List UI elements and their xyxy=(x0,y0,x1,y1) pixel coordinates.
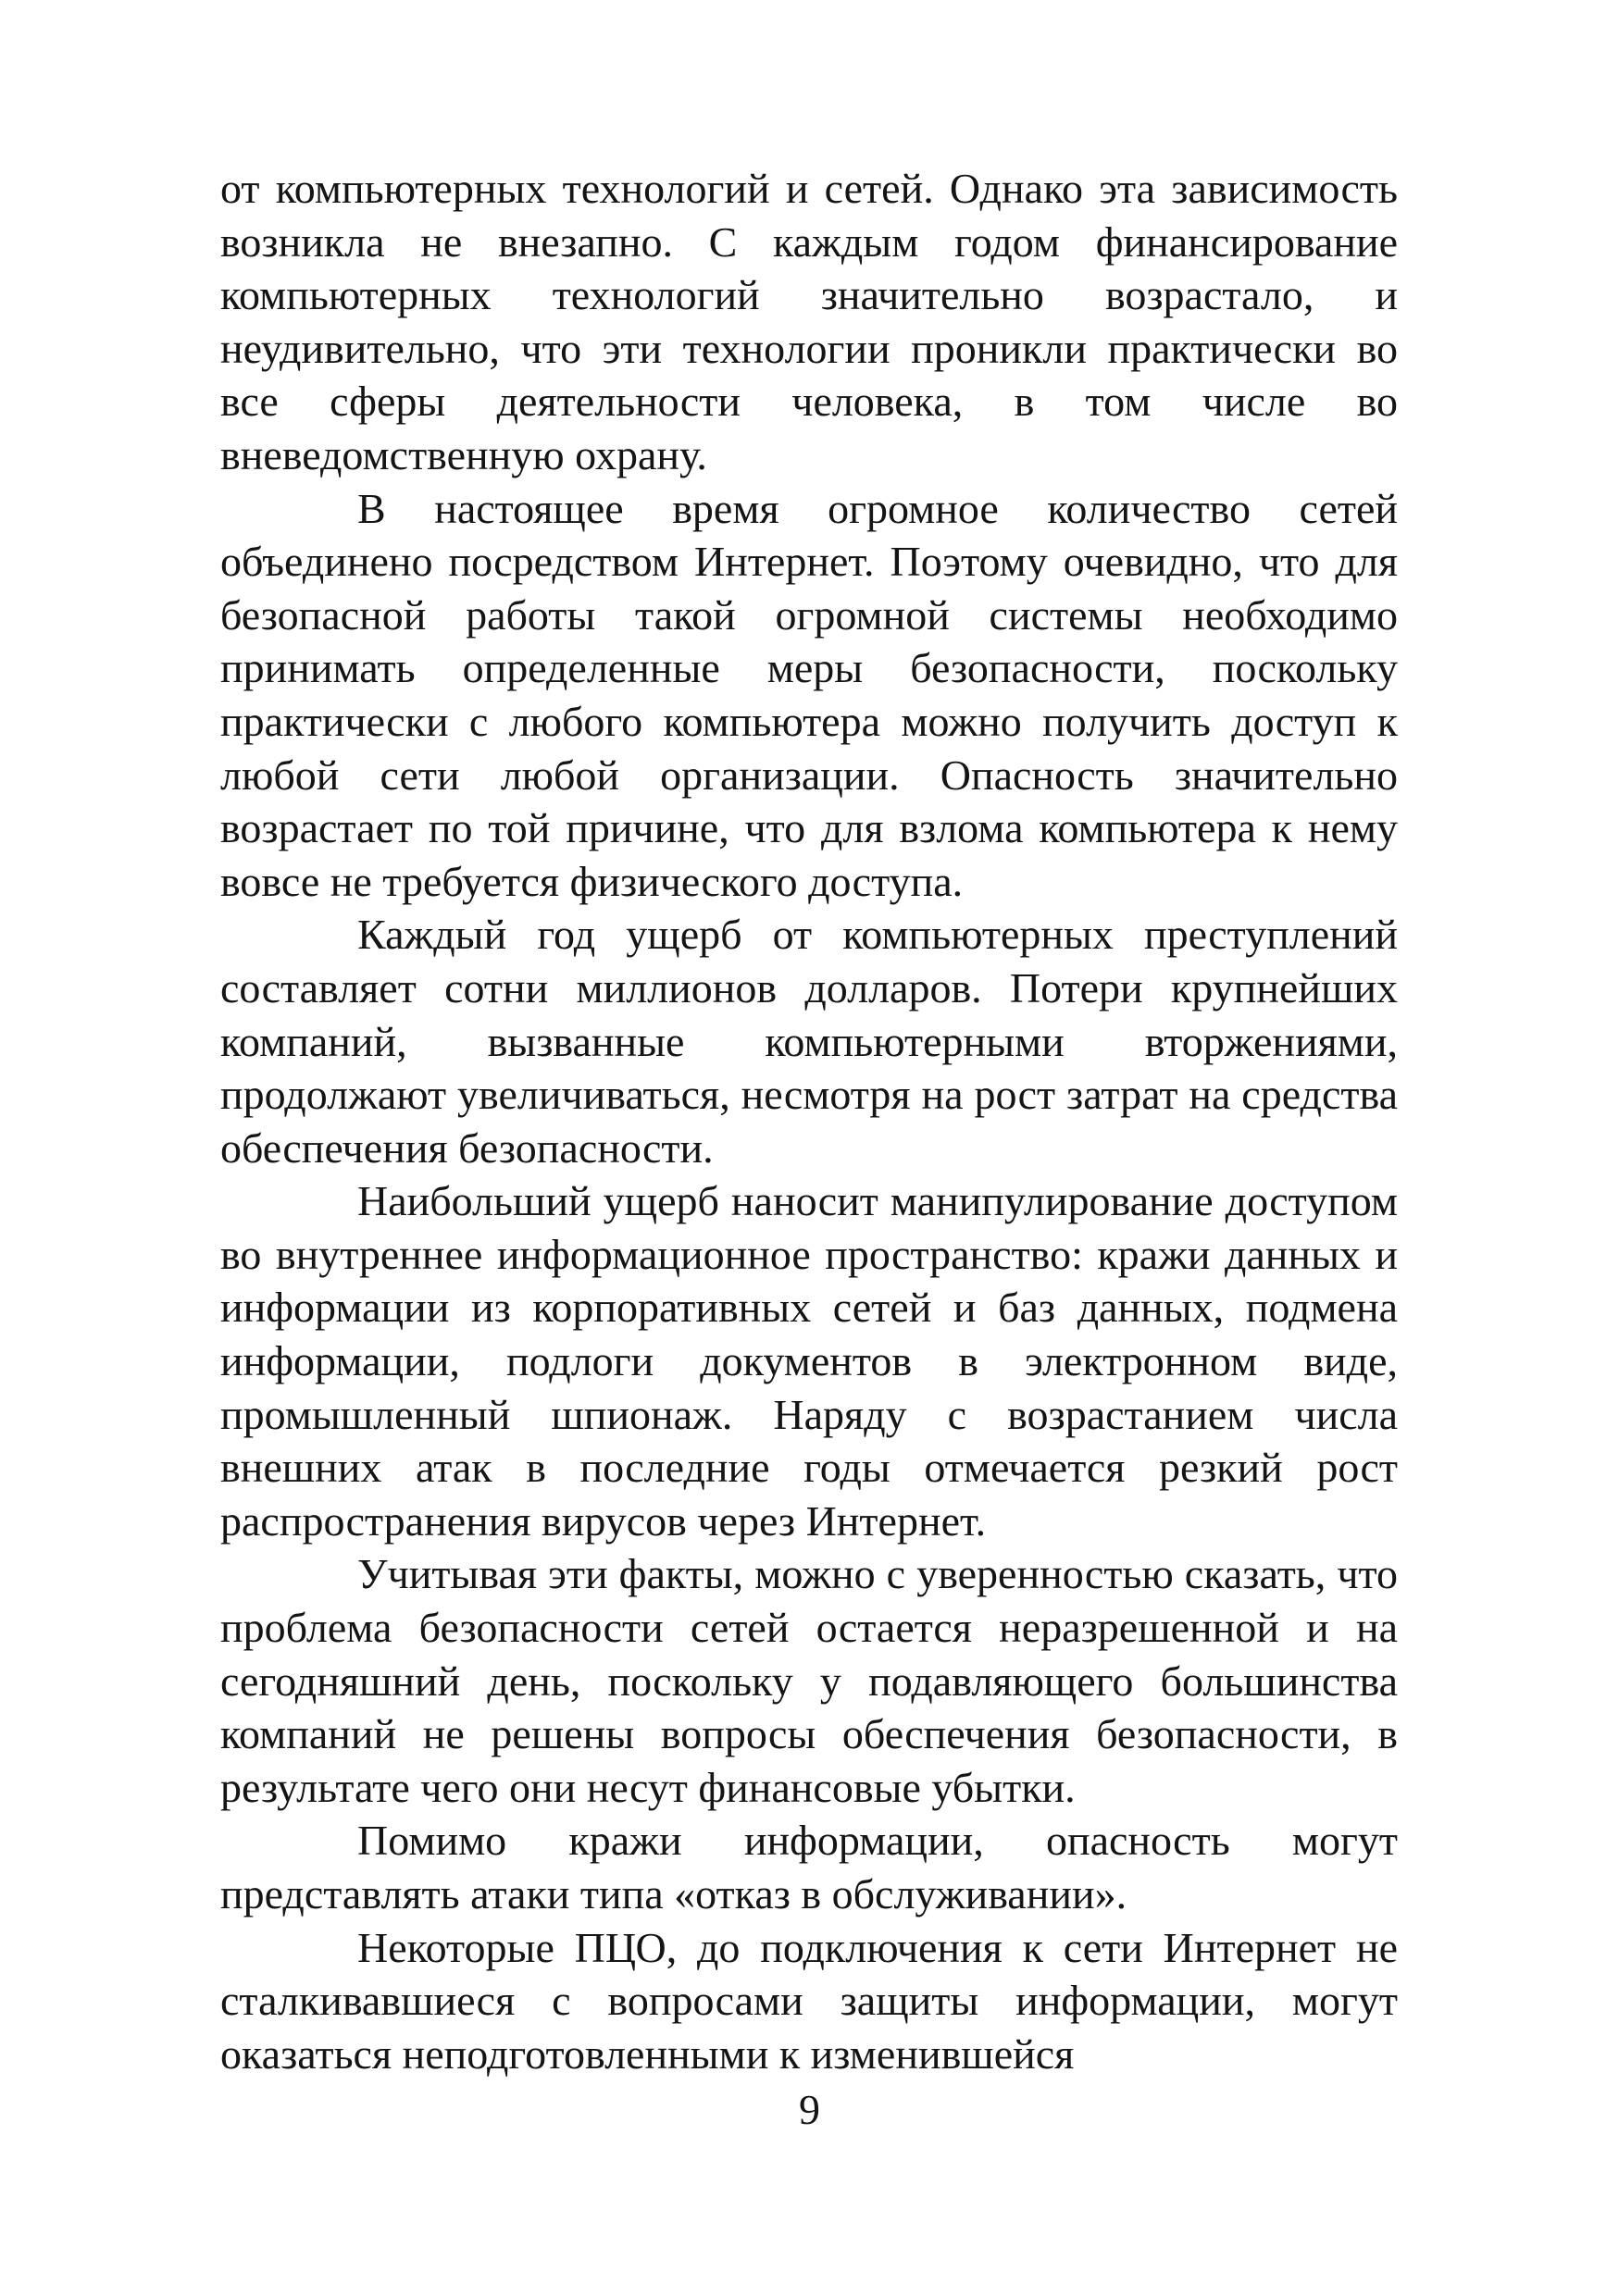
paragraph-continued: от компьютерных технологий и сетей. Однако эта зависимость возникла не внезапно. С каждым годом финансирование компьютерных технологий значительно возрастало, и неудивительно, что эти технологии проникли практически во все сферы деятельности человека, в том числе во вневедомственную охрану. xyxy=(220,165,1398,478)
paragraph-damage: Каждый год ущерб от компьютерных преступлений составляет сотни миллионов долларов. Потери крупнейших компаний, вызванные компьютерными вторжениями, продолжают увеличиваться, несмотря на рост затрат на средства обеспечения безопасности. xyxy=(220,911,1398,1172)
paragraph-dos-attacks: Помимо кражи информации, опасность могут представлять атаки типа «отказ в обслуживании». xyxy=(220,1817,1398,1917)
page-number: 9 xyxy=(799,2086,820,2133)
paragraph-security-problem: Учитывая эти факты, можно с уверенностью сказать, что проблема безопасности сетей остается неразрешенной и на сегодняшний день, поскольку у подавляющего большинства компаний не решены вопросы обеспечения безопасности, в результате чего они несут финансовые убытки. xyxy=(220,1550,1398,1811)
page-body xyxy=(220,162,1398,2080)
paragraph-internet-networks: В настоящее время огромное количество сетей объединено посредством Интернет. Поэтому очевидно, что для безопасной работы такой огромной системы необходимо принимать определенные меры безопасности, поскольку практически с любого компьютера можно получить доступ к любой сети любой организации. Опасность значительно возрастает по той причине, что для взлома компьютера к нему вовсе не требуется физического доступа. xyxy=(220,484,1398,905)
paragraph-pco: Некоторые ПЦО, до подключения к сети Интернет не сталкивавшиеся с вопросами защиты информации, могут оказаться неподготовленными к изменившейся xyxy=(220,1923,1398,2078)
paragraph-greatest-damage: Наибольший ущерб наносит манипулирование доступом во внутреннее информационное пространство: кражи данных и информации из корпоративных сетей и баз данных, подмена информации, подлоги документов в электронном виде, промышленный шпионаж. Наряду с возрастанием числа внешних атак в последние годы отмечается резкий рост распространения вирусов через Интернет. xyxy=(220,1177,1398,1545)
